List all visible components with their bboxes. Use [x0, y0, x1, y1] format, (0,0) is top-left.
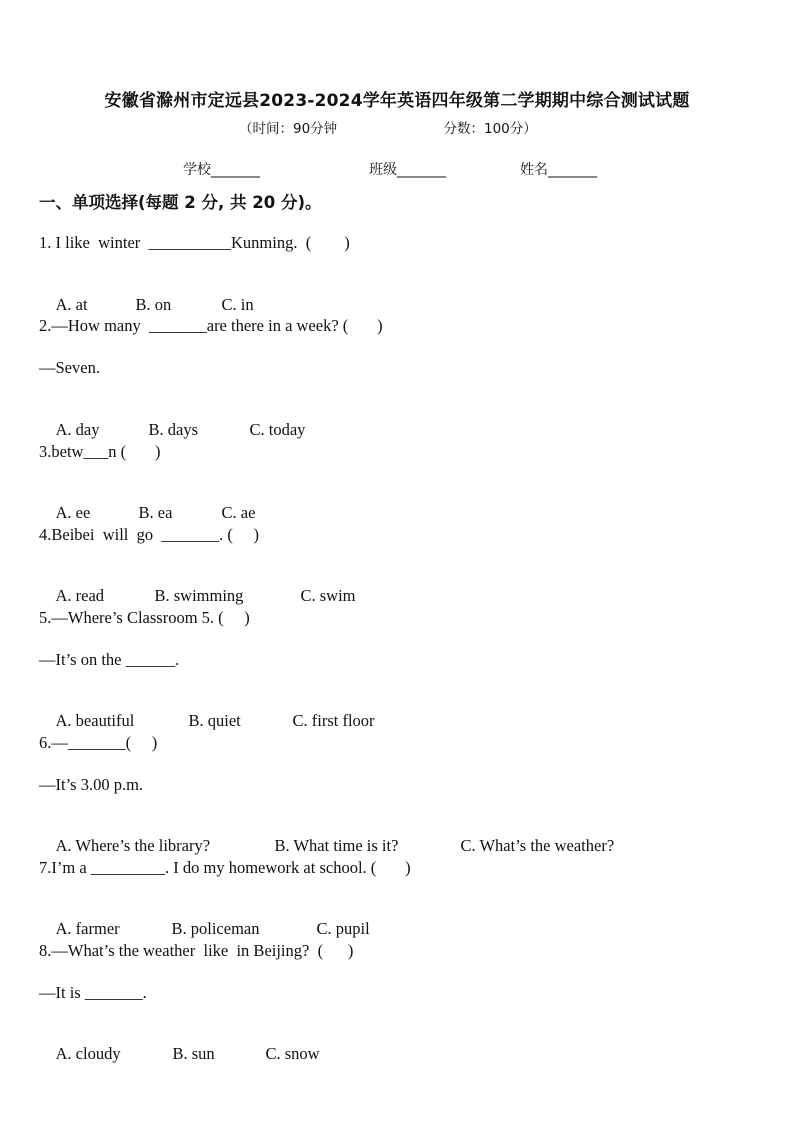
question-8-reply: —It is _______.: [39, 983, 147, 1002]
exam-subtitle: [239, 117, 537, 137]
option-c[interactable]: C. What’s the weather?: [460, 836, 615, 855]
question-5-reply: —It’s on the ______.: [39, 650, 180, 669]
name-field[interactable]: 姓名_______: [520, 162, 597, 178]
school-field[interactable]: 学校_______: [183, 162, 260, 178]
question-8: 8.—What’s the weather like in Beijing? ( ): [39, 941, 354, 960]
total-score: 分数：100分）: [443, 121, 537, 137]
option-c[interactable]: C. in: [221, 295, 254, 314]
question-4: 4.Beibei will go _______. ( ): [39, 525, 259, 544]
exam-title: 安徽省滁州市定远县2023-2024学年英语四年级第二学期期中综合测试试题: [104, 91, 690, 111]
option-a[interactable]: A. cloudy: [55, 1044, 121, 1063]
option-b[interactable]: B. ea: [138, 503, 173, 522]
option-b[interactable]: B. swimming: [154, 586, 244, 605]
question-6-reply: —It’s 3.00 p.m.: [39, 775, 144, 794]
section-heading: 一、单项选择(每题 2 分, 共 20 分)。: [39, 193, 322, 212]
option-c[interactable]: C. first floor: [292, 711, 375, 730]
question-8-options: [39, 1024, 320, 1084]
option-b[interactable]: B. sun: [172, 1044, 215, 1063]
question-3: 3.betw___n ( ): [39, 442, 161, 461]
option-a[interactable]: A. farmer: [55, 919, 120, 938]
option-a[interactable]: A. ee: [55, 503, 91, 522]
question-2: 2.—How many _______are there in a week? ( ): [39, 316, 383, 335]
question-6: 6.—_______( ): [39, 733, 158, 752]
option-b[interactable]: B. quiet: [188, 711, 241, 730]
question-2-reply: —Seven.: [39, 358, 100, 377]
question-5: 5.—Where’s Classroom 5. ( ): [39, 608, 250, 627]
option-a[interactable]: A. day: [55, 420, 100, 439]
class-field[interactable]: 班级_______: [369, 162, 446, 178]
option-a[interactable]: A. beautiful: [55, 711, 135, 730]
option-b[interactable]: B. days: [148, 420, 198, 439]
option-a[interactable]: A. read: [55, 586, 105, 605]
option-c[interactable]: C. today: [249, 420, 306, 439]
option-a[interactable]: A. at: [55, 295, 88, 314]
option-b[interactable]: B. policeman: [171, 919, 260, 938]
option-c[interactable]: C. snow: [265, 1044, 320, 1063]
option-a[interactable]: A. Where’s the library?: [55, 836, 211, 855]
option-c[interactable]: C. pupil: [316, 919, 370, 938]
option-b[interactable]: B. What time is it?: [274, 836, 399, 855]
option-c[interactable]: C. ae: [221, 503, 256, 522]
option-c[interactable]: C. swim: [300, 586, 356, 605]
question-1: 1. I like winter __________Kunming. ( ): [39, 233, 350, 252]
question-7: 7.I’m a _________. I do my homework at school. ( ): [39, 858, 411, 877]
option-b[interactable]: B. on: [135, 295, 172, 314]
time-limit: （时间：90分钟: [239, 121, 338, 137]
